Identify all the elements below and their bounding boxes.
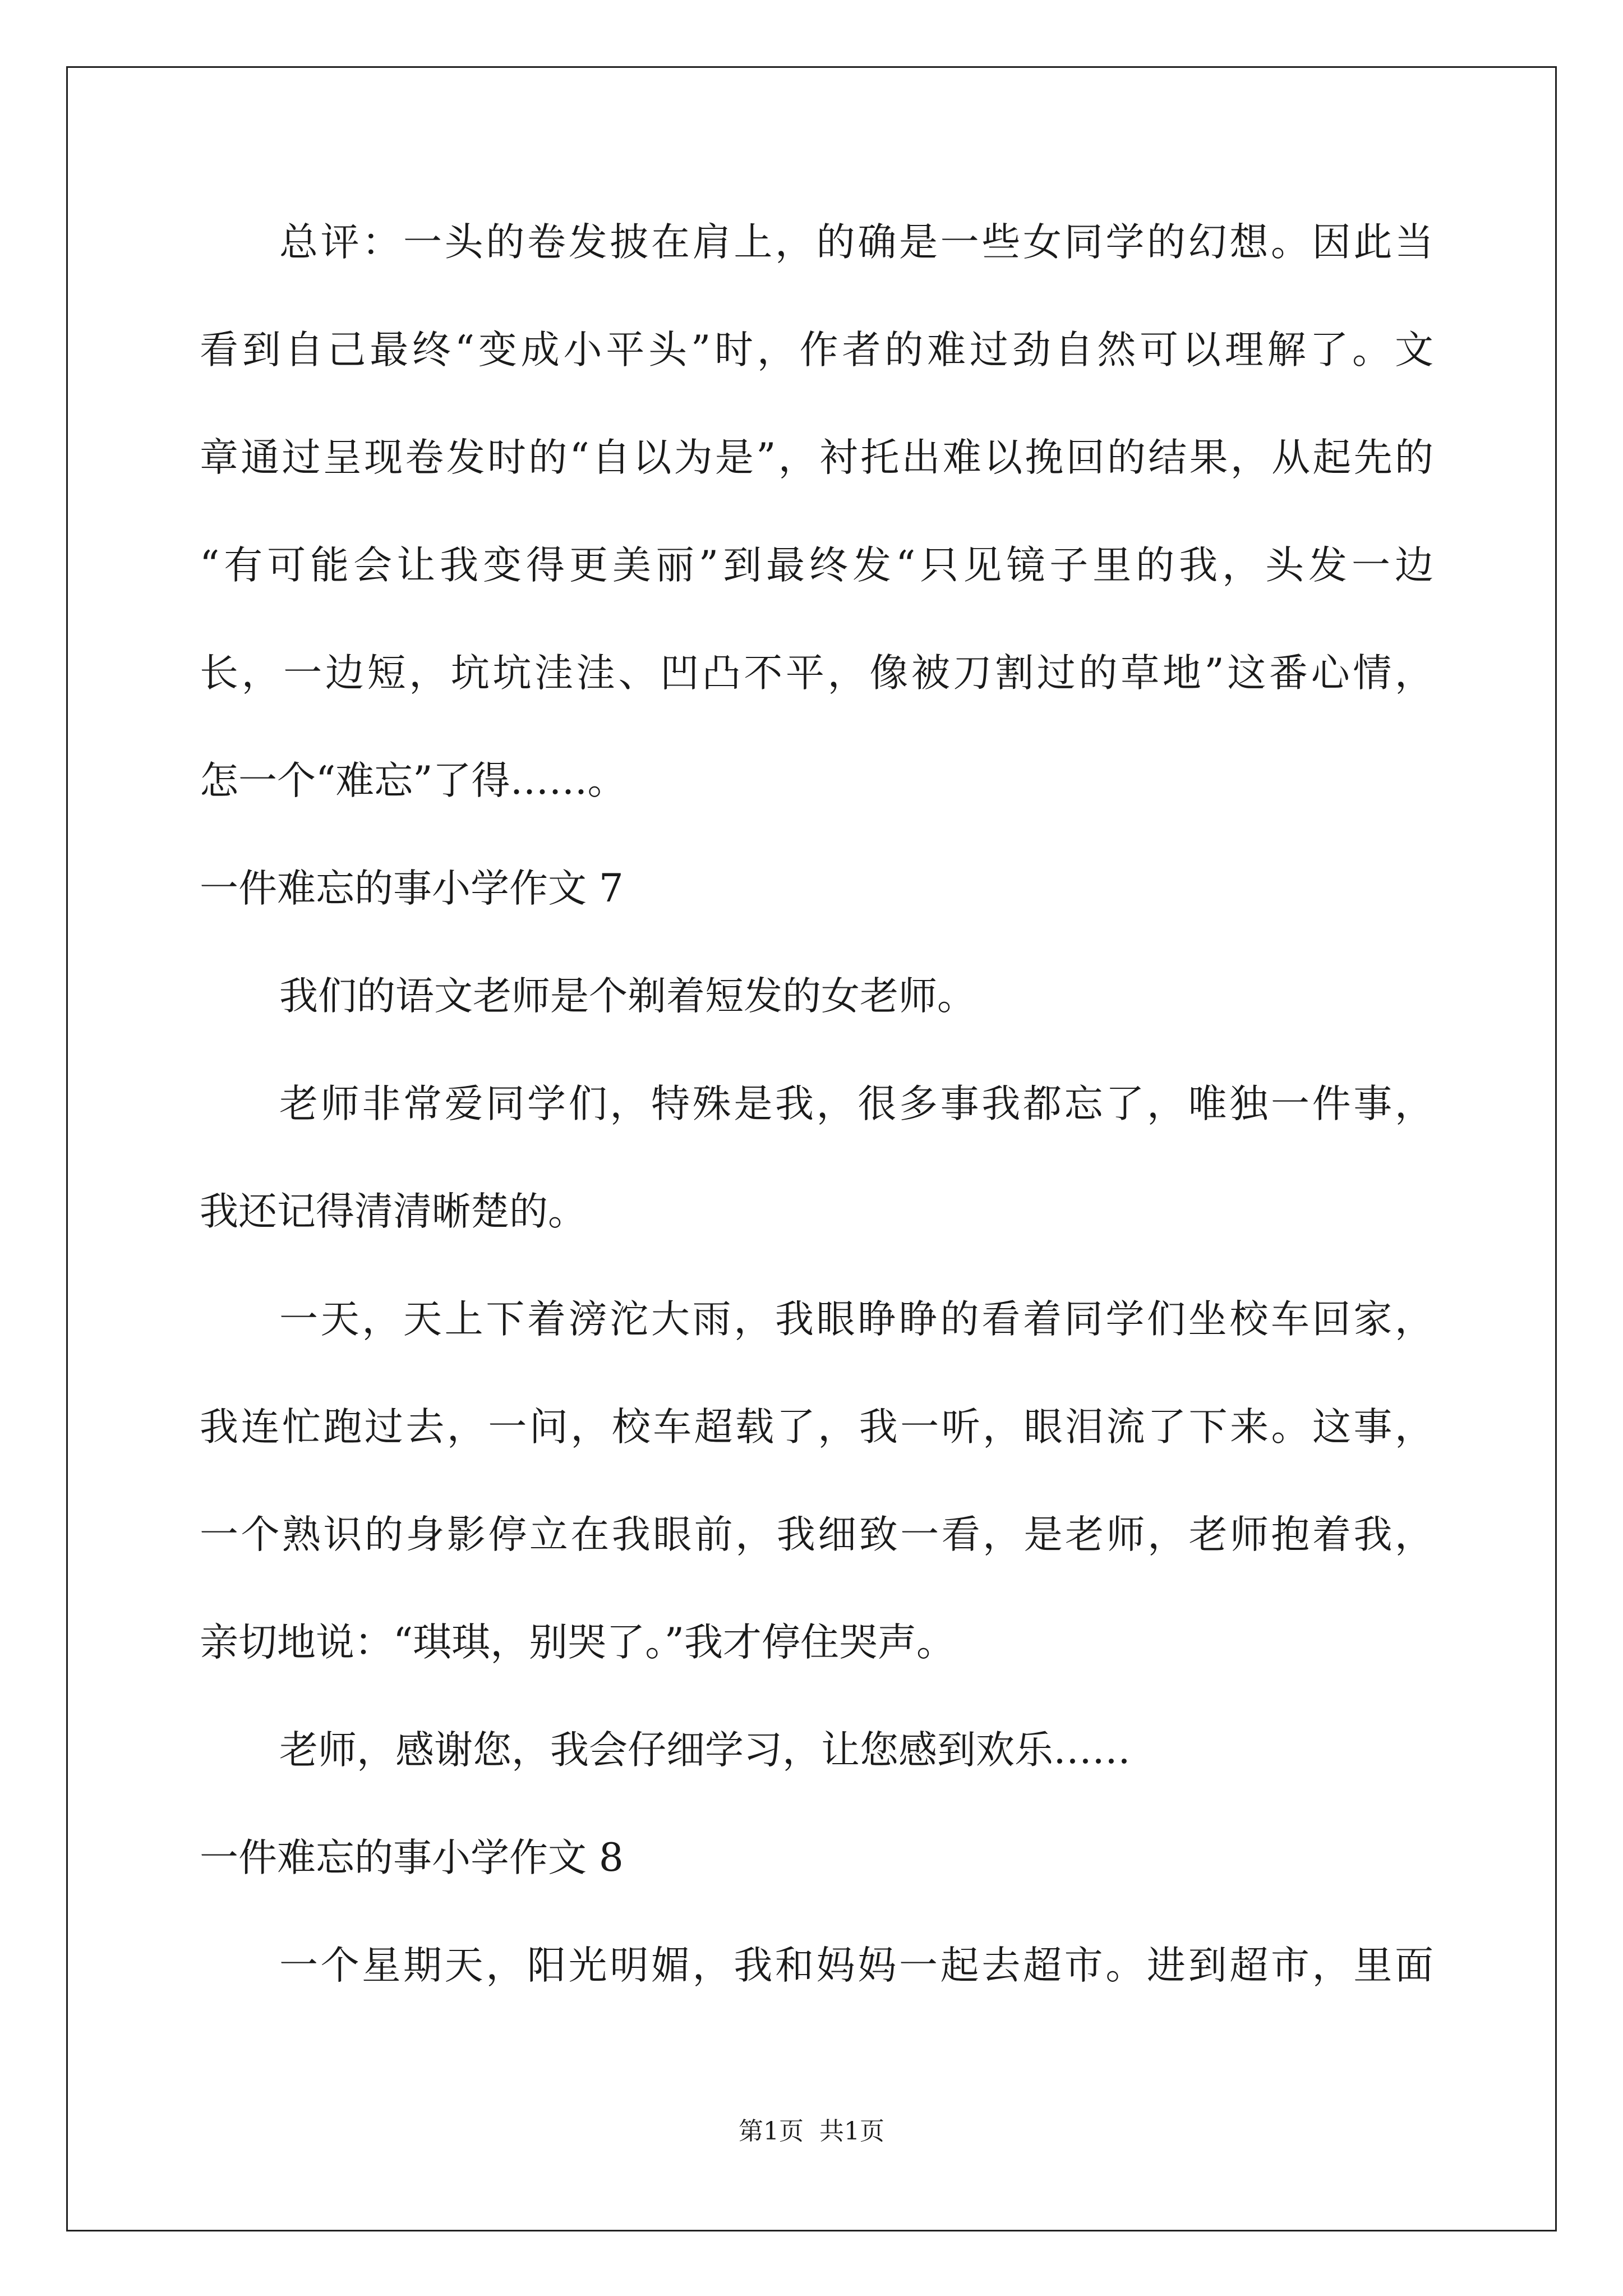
page-footer: [0, 2116, 1623, 2147]
paragraph-line: 亲切地说：“琪琪，别哭了。”我才停住哭声。: [200, 1620, 956, 1665]
paragraph-line: 我们的语文老师是个剃着短发的女老师。: [279, 974, 976, 1019]
paragraph-line: 长，一边短，坑坑洼洼、凹凸不平，像被刀割过的草地”这番心情，: [200, 651, 1433, 696]
paragraph-line: 一个星期天，阳光明媚，我和妈妈一起去超市。进到超市，里面: [279, 1943, 1433, 1988]
paragraph-line: 老师非常爱同学们，特殊是我，很多事我都忘了，唯独一件事，: [279, 1082, 1433, 1126]
section-heading: 一件难忘的事小学作文 8: [200, 1835, 624, 1880]
paragraph-line: 看到自己最终“变成小平头”时，作者的难过劲自然可以理解了。文: [200, 328, 1433, 372]
paragraph-line: 章通过呈现卷发时的“自以为是”，衬托出难以挽回的结果，从起先的: [200, 435, 1433, 480]
page-number-total: 共1页: [819, 2117, 884, 2146]
paragraph-line: 一个熟识的身影停立在我眼前，我细致一看，是老师，老师抱着我，: [200, 1512, 1433, 1557]
document-body: [200, 216, 1433, 2047]
paragraph-line: 我还记得清清晰楚的。: [200, 1189, 587, 1234]
paragraph-line: “有可能会让我变得更美丽”到最终发“只见镜子里的我，头发一边: [200, 543, 1433, 588]
paragraph-line: 我连忙跑过去，一问，校车超载了，我一听，眼泪流了下来。这事，: [200, 1405, 1433, 1450]
paragraph-line: 总评：一头的卷发披在肩上，的确是一些女同学的幻想。因此当: [279, 220, 1433, 265]
paragraph-line: 一天，天上下着滂沱大雨，我眼睁睁的看着同学们坐校车回家，: [279, 1297, 1433, 1342]
paragraph-line: 老师，感谢您，我会仔细学习，让您感到欢乐……: [279, 1728, 1131, 1773]
page-number-current: 第1页: [739, 2117, 804, 2146]
paragraph-line: 怎一个“难忘”了得……。: [200, 758, 626, 803]
section-heading: 一件难忘的事小学作文 7: [200, 866, 624, 911]
